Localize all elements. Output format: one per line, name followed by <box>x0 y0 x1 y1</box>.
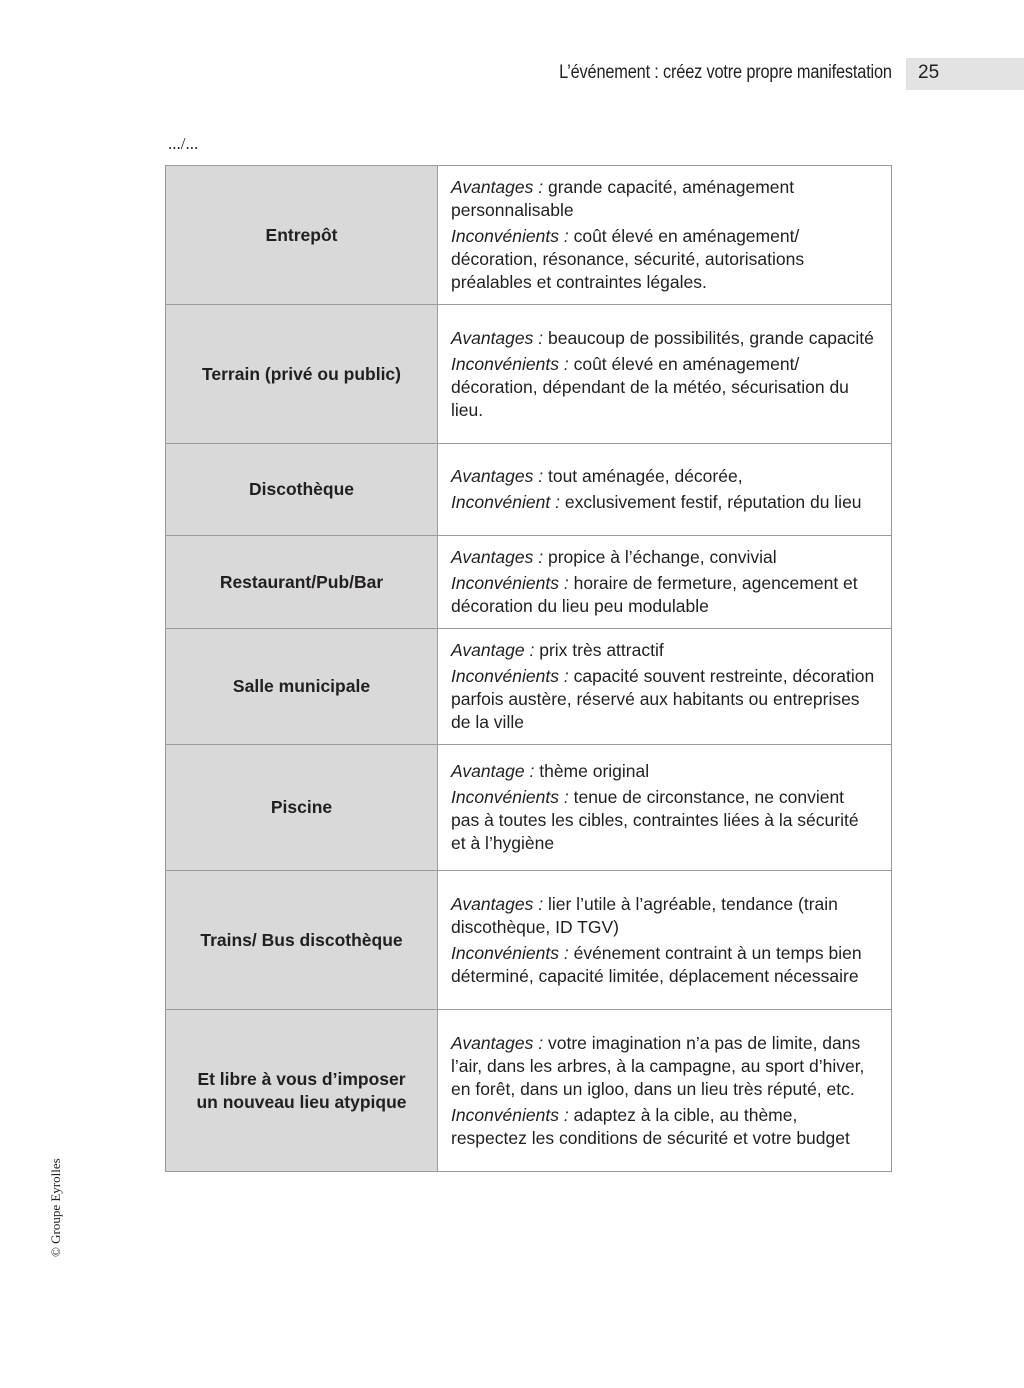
venue-description-cell <box>438 166 892 305</box>
pros-cons-entry <box>451 786 877 855</box>
pros-cons-text: adaptez à la cible, au thème, respectez les conditions de sécurité et votre budget <box>451 1104 850 1148</box>
pros-cons-label: Inconvénients : <box>451 353 569 374</box>
pros-cons-text: coût élevé en aménagement/ décoration, résonance, sécurité, autorisations préalables et contraintes légales. <box>451 226 805 292</box>
venue-comparison-table <box>165 165 892 1172</box>
venue-name-line: Terrain (privé ou public) <box>201 363 401 384</box>
table-row <box>166 166 892 305</box>
venue-name <box>176 796 427 819</box>
venue-name-cell <box>166 536 438 629</box>
pros-cons-label: Inconvénients : <box>451 666 569 686</box>
venue-description-cell <box>438 444 892 536</box>
pros-cons-text: propice à l’échange, convivial <box>547 547 777 567</box>
venue-name-line: Discothèque <box>248 479 355 499</box>
table-row <box>166 745 892 871</box>
pros-cons-text: horaire de fermeture, agencement et décoration du lieu peu modulable <box>451 573 858 616</box>
venue-description-cell <box>438 1010 892 1172</box>
table-row <box>166 629 892 745</box>
venue-name-line: Trains/ Bus discothèque <box>200 929 403 950</box>
venue-name-line: Piscine <box>270 797 333 817</box>
pros-cons-label: Avantage : <box>451 761 535 781</box>
pros-cons-text: lier l’utile à l’agréable, tendance (train discothèque, ID TGV) <box>451 893 838 937</box>
pros-cons-entry <box>451 176 877 222</box>
pros-cons-entry <box>451 639 877 662</box>
pros-cons-entry <box>451 1104 877 1150</box>
venue-description-cell <box>438 871 892 1010</box>
pros-cons-text: exclusivement festif, réputation du lieu <box>564 492 862 512</box>
pros-cons-text: votre imagination n’a pas de limite, dans l’air, dans les arbres, à la campagne, au sport d’hiver, en forêt, dans un igloo, dans un lieu très réputé, etc. <box>451 1032 865 1099</box>
pros-cons-text: grande capacité, aménagement personnalisable <box>451 177 795 220</box>
venue-name <box>176 929 427 952</box>
venue-name-cell <box>166 629 438 745</box>
pros-cons-text: événement contraint à un temps bien déterminé, capacité limitée, déplacement nécessaire <box>451 942 862 986</box>
pros-cons-text: beaucoup de possibilités, grande capacité <box>547 327 874 348</box>
pros-cons-text: tenue de circonstance, ne convient pas à toutes les cibles, contraintes liées à la sécurité et à l’hygiène <box>451 787 859 853</box>
pros-cons-text: tout aménagée, décorée, <box>547 466 743 486</box>
running-header-title: L’événement : créez votre propre manifestation <box>559 62 892 83</box>
pros-cons-label: Inconvénients : <box>451 787 569 807</box>
copyright-note: © Groupe Eyrolles <box>48 1158 63 1257</box>
continued-marker: .../... <box>168 134 199 153</box>
table-row <box>166 444 892 536</box>
pros-cons-text: coût élevé en aménagement/ décoration, dépendant de la météo, sécurisation du lieu. <box>451 353 849 420</box>
pros-cons-entry <box>451 327 877 350</box>
pros-cons-entry <box>451 942 877 988</box>
venue-name-line: Entrepôt <box>265 224 338 245</box>
pros-cons-entry <box>451 491 877 514</box>
pros-cons-entry <box>451 546 877 569</box>
venue-name <box>176 363 427 386</box>
venue-name-cell <box>166 871 438 1010</box>
venue-name-cell <box>166 1010 438 1172</box>
pros-cons-label: Avantages : <box>451 1032 544 1053</box>
venue-name-cell <box>166 745 438 871</box>
table-row <box>166 1010 892 1172</box>
venue-name-line: Salle municipale <box>232 676 371 696</box>
pros-cons-label: Inconvénients : <box>451 226 569 246</box>
venue-name <box>176 1068 427 1114</box>
table-row <box>166 536 892 629</box>
venue-table-body <box>166 166 892 1172</box>
venue-name <box>176 571 427 594</box>
pros-cons-label: Avantages : <box>451 466 544 486</box>
table-row <box>166 305 892 444</box>
venue-name-line: Et libre à vous d’imposer <box>197 1068 406 1089</box>
venue-name-line: un nouveau lieu atypique <box>196 1091 407 1112</box>
pros-cons-label: Inconvénients : <box>451 942 569 963</box>
venue-name <box>176 224 427 247</box>
venue-name-cell <box>166 305 438 444</box>
pros-cons-label: Inconvénient : <box>451 492 560 512</box>
pros-cons-label: Avantages : <box>451 893 544 914</box>
pros-cons-text: capacité souvent restreinte, décoration parfois austère, réservé aux habitants ou entreprises de la ville <box>451 666 875 732</box>
pros-cons-text: prix très attractif <box>539 640 664 660</box>
pros-cons-entry <box>451 665 877 734</box>
pros-cons-entry <box>451 225 877 294</box>
pros-cons-label: Avantages : <box>451 547 544 567</box>
pros-cons-label: Inconvénients : <box>451 573 569 593</box>
page-number-tab <box>906 58 1024 90</box>
page-number: 25 <box>918 62 940 83</box>
venue-description-cell <box>438 629 892 745</box>
pros-cons-label: Avantage : <box>451 640 535 660</box>
venue-name-line: Restaurant/Pub/Bar <box>219 571 384 592</box>
venue-name <box>176 478 427 501</box>
pros-cons-label: Avantages : <box>451 177 544 197</box>
pros-cons-entry <box>451 760 877 783</box>
pros-cons-entry <box>451 465 877 488</box>
venue-description-cell <box>438 305 892 444</box>
venue-description-cell <box>438 745 892 871</box>
pros-cons-entry <box>451 893 877 939</box>
venue-description-cell <box>438 536 892 629</box>
pros-cons-entry <box>451 353 877 422</box>
table-row <box>166 871 892 1010</box>
pros-cons-text: thème original <box>539 761 650 781</box>
venue-name-cell <box>166 166 438 305</box>
venue-name-cell <box>166 444 438 536</box>
venue-name <box>176 675 427 698</box>
pros-cons-label: Inconvénients : <box>451 1104 569 1125</box>
pros-cons-entry <box>451 1032 877 1101</box>
pros-cons-entry <box>451 572 877 618</box>
pros-cons-label: Avantages : <box>451 327 544 348</box>
